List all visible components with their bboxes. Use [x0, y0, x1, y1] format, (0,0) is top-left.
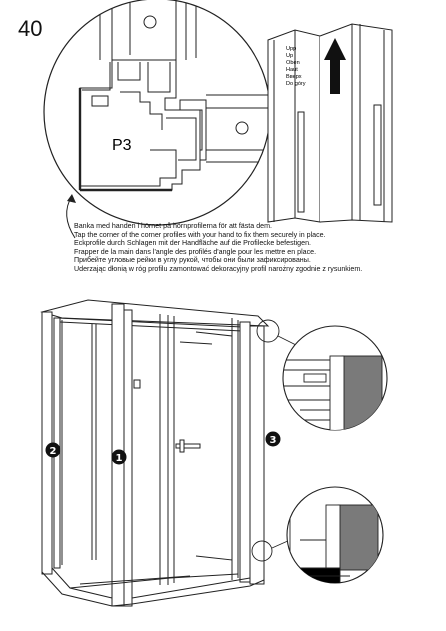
badge-1-label: 1 — [115, 453, 123, 464]
up-label-de: Oben — [286, 60, 300, 66]
instruction-line-pl: Uderzając dłonią w róg profilu zamontować dekoracyjny profil narożny zgodnie z rysunkiem. — [74, 264, 363, 273]
up-label-sv: Upp — [286, 46, 297, 52]
instruction-line-en: Tap the corner of the corner profiles with your hand to fix them securely in place. — [74, 230, 326, 239]
badge-1 — [112, 450, 127, 465]
badge-2 — [46, 443, 61, 458]
instruction-line-ru: Прибейте угловые рейки в углу рукой, чтобы они были зафиксированы. — [74, 256, 311, 265]
badge-3-label: 3 — [269, 435, 277, 446]
step-number: 40 — [18, 16, 43, 41]
badge-3 — [266, 432, 281, 447]
up-label-fr: Haut — [286, 67, 298, 73]
badge-2-label: 2 — [49, 446, 57, 457]
instruction-line-sv: Banka med handen i hörnet på hörnprofilerna för att fästa dem. — [74, 222, 272, 230]
instruction-text — [74, 222, 434, 274]
instruction-line-de: Eckprofile durch Schlagen mit der Handfläche auf die Profilecke befestigen. — [74, 239, 311, 248]
up-label-pl: Do góry — [286, 81, 306, 87]
profile-label-p3: P3 — [112, 137, 132, 154]
instruction-line-fr: Frapper de la main dans l'angle des profilés d'angle pour les mettre en place. — [74, 247, 317, 256]
up-label-ru: Вверх — [286, 74, 302, 80]
shower-cabin-illustration — [42, 300, 268, 606]
up-label-en: Up — [286, 53, 294, 59]
